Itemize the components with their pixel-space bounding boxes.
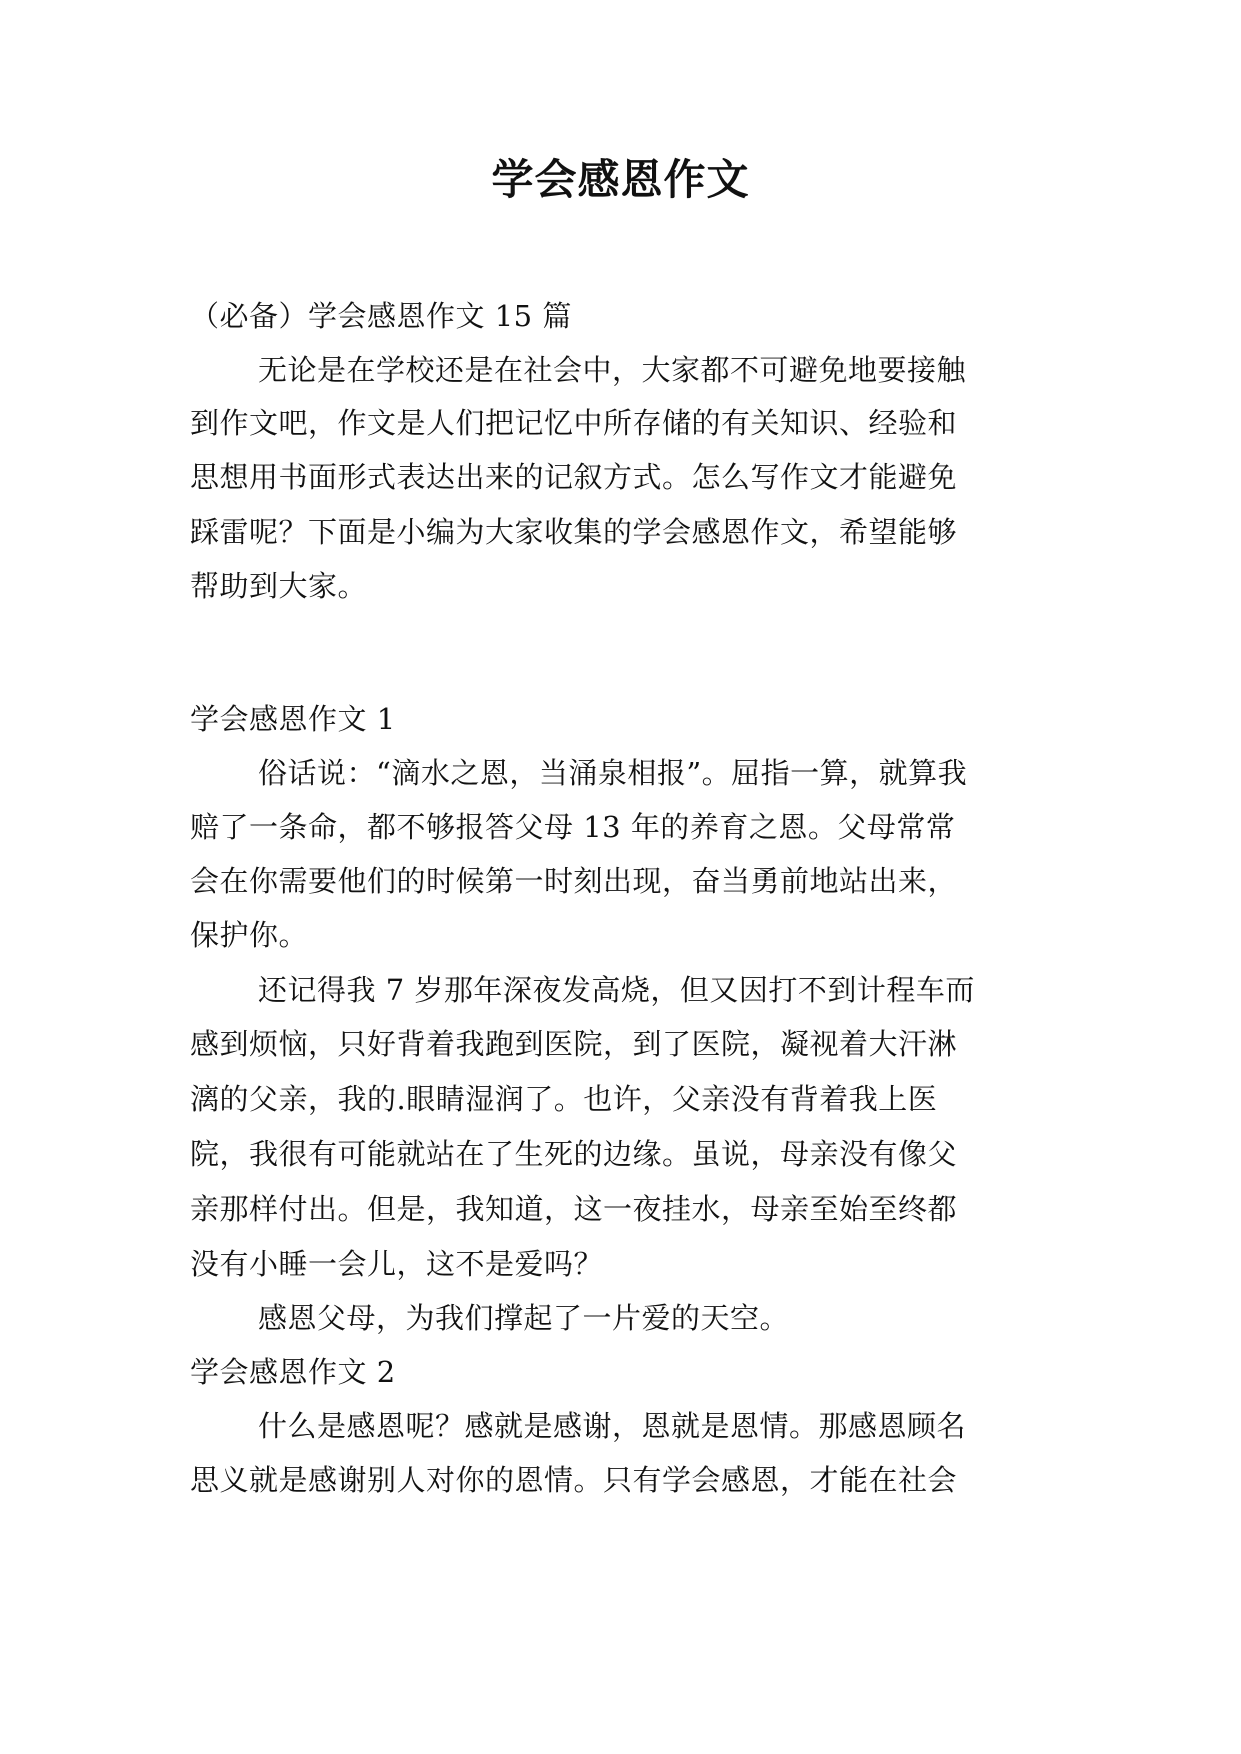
intro-line: 踩雷呢？下面是小编为大家收集的学会感恩作文，希望能够 [190, 515, 958, 549]
essay-1-para-1-line: 赔了一条命，都不够报答父母 13 年的养育之恩。父母常常 [190, 810, 956, 844]
essay-1-para-1-line: 保护你。 [190, 918, 309, 952]
essay-1-para-2-line: 感到烦恼，只好背着我跑到医院，到了医院，凝视着大汗淋 [190, 1027, 958, 1061]
essay-2-para-1-line: 什么是感恩呢？感就是感谢，恩就是恩情。那感恩顾名 [258, 1409, 967, 1443]
essay-1-heading: 学会感恩作文 1 [190, 702, 396, 736]
essay-1-para-1-line: 俗话说：“滴水之恩，当涌泉相报”。屈指一算，就算我 [258, 756, 968, 790]
intro-line: 无论是在学校还是在社会中，大家都不可避免地要接触 [258, 353, 967, 387]
essay-1-para-2-line: 漓的父亲，我的.眼睛湿润了。也许，父亲没有背着我上医 [190, 1082, 938, 1116]
document-title: 学会感恩作文 [491, 155, 750, 204]
essay-1-para-1-line: 会在你需要他们的时候第一时刻出现，奋当勇前地站出来， [190, 864, 958, 898]
essay-1-para-3-line: 感恩父母，为我们撑起了一片爱的天空。 [258, 1301, 790, 1335]
essay-1-para-2-line: 亲那样付出。但是，我知道，这一夜挂水，母亲至始至终都 [190, 1192, 958, 1226]
essay-1-para-2-line: 还记得我 7 岁那年深夜发高烧，但又因打不到计程车而 [258, 973, 975, 1007]
essay-2-para-1-line: 思义就是感谢别人对你的恩情。只有学会感恩，才能在社会 [190, 1463, 958, 1497]
document-subtitle: （必备）学会感恩作文 15 篇 [190, 299, 572, 333]
essay-2-heading: 学会感恩作文 2 [190, 1355, 396, 1389]
intro-line: 到作文吧，作文是人们把记忆中所存储的有关知识、经验和 [190, 406, 958, 440]
intro-line: 思想用书面形式表达出来的记叙方式。怎么写作文才能避免 [190, 460, 958, 494]
intro-line: 帮助到大家。 [190, 569, 368, 603]
essay-1-para-2-line: 没有小睡一会儿，这不是爱吗？ [190, 1247, 604, 1281]
essay-1-para-2-line: 院，我很有可能就站在了生死的边缘。虽说，母亲没有像父 [190, 1137, 958, 1171]
